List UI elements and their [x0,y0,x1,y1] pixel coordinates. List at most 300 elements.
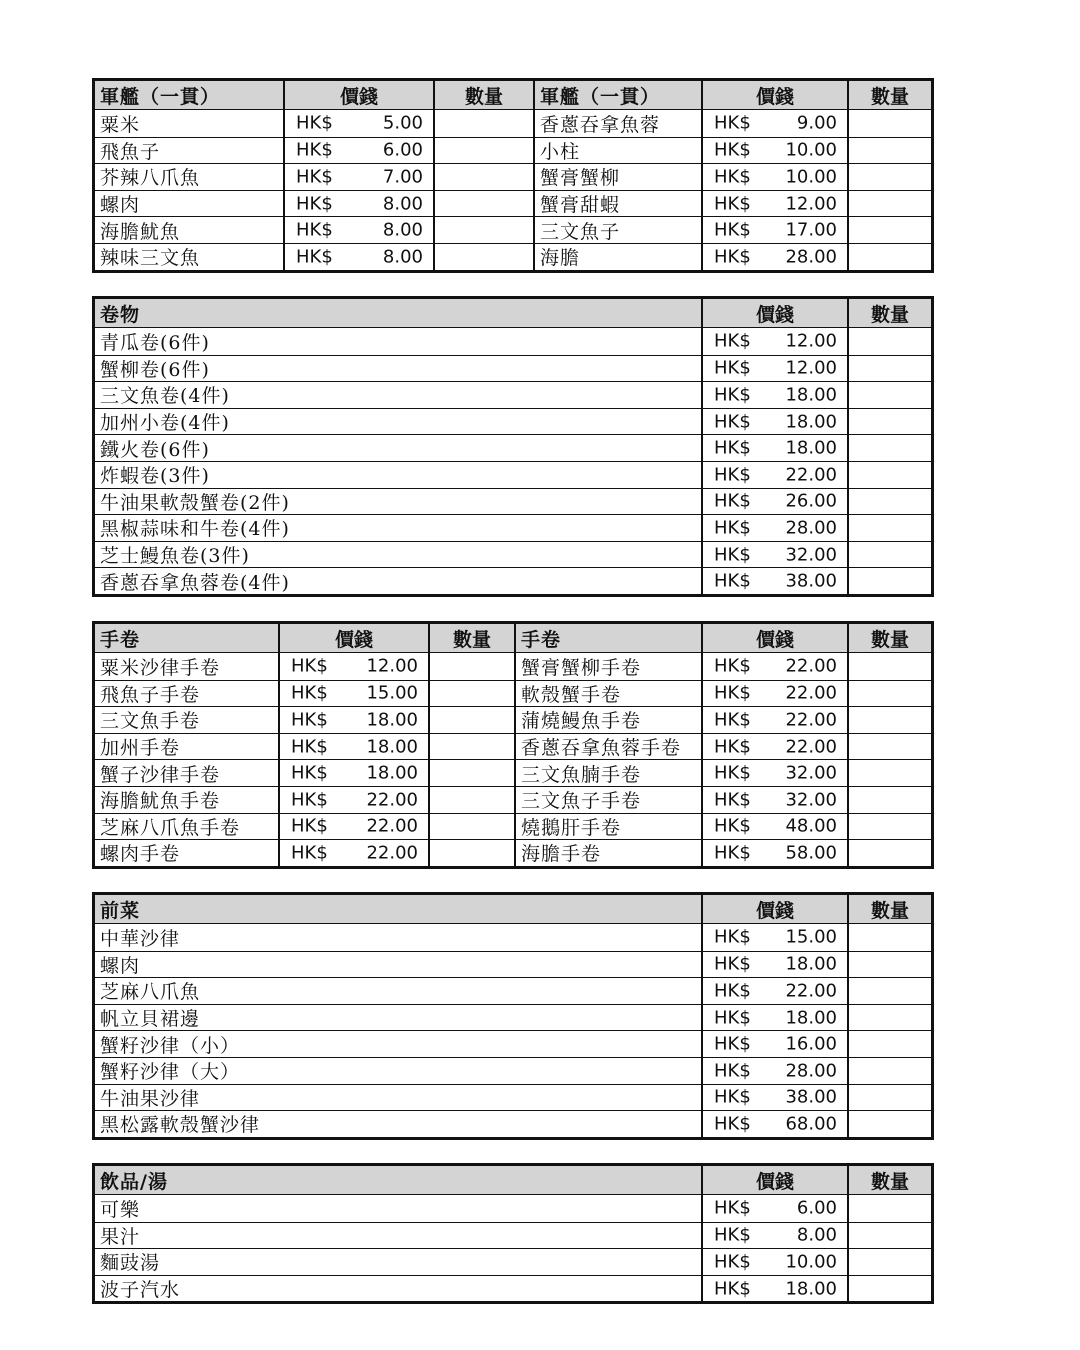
item-name: 蒲燒鰻魚手卷 [514,707,701,733]
quantity-header: 數量 [433,81,533,109]
price-value: 10.00 [785,139,837,161]
price-value: 12.00 [785,330,837,352]
item-price [701,787,847,813]
item-price [701,681,847,707]
price-header: 價錢 [283,81,433,109]
quantity-cell[interactable] [847,382,931,408]
price-value: 8.00 [796,1224,837,1246]
price-value: 15.00 [366,682,418,704]
quantity-cell[interactable] [847,814,931,840]
currency-label: HK$ [714,139,751,161]
item-name: 燒鵝肝手卷 [514,814,701,840]
currency-label: HK$ [714,384,751,406]
item-price [701,489,847,515]
quantity-cell[interactable] [428,760,514,786]
item-price [701,328,847,355]
item-name: 香蔥吞拿魚蓉卷(4件) [100,571,290,594]
item-price [701,760,847,786]
quantity-cell[interactable] [847,191,931,217]
item-price [701,1031,847,1057]
menu-item-row [95,759,931,786]
price-value: 38.00 [785,1086,837,1108]
item-price [283,138,433,164]
price-value: 22.00 [785,682,837,704]
quantity-cell[interactable] [847,924,931,951]
price-value: 22.00 [785,709,837,731]
currency-label: HK$ [714,1007,751,1029]
currency-label: HK$ [714,246,751,268]
item-price [701,952,847,978]
price-value: 18.00 [785,411,837,433]
section-title: 軍艦（一貫） [100,85,221,108]
item-price [701,568,847,594]
item-price [701,435,847,461]
item-name: 麵豉湯 [100,1252,161,1275]
quantity-cell[interactable] [847,138,931,164]
currency-label: HK$ [714,219,751,241]
item-price [283,110,433,137]
item-name: 海膽手卷 [514,840,701,866]
quantity-cell[interactable] [847,978,931,1004]
item-price [701,1085,847,1111]
item-name: 三文魚卷(4件) [100,385,230,408]
menu-item-row [95,488,931,515]
price-value: 12.00 [785,357,837,379]
section-title: 卷物 [100,303,141,326]
price-value: 17.00 [785,219,837,241]
quantity-cell[interactable] [428,653,514,680]
quantity-cell[interactable] [847,328,931,355]
item-price [701,1223,847,1249]
quantity-header: 數量 [847,1166,931,1194]
quantity-cell[interactable] [847,110,931,137]
price-value: 12.00 [366,655,418,677]
currency-label: HK$ [291,655,328,677]
quantity-cell[interactable] [433,164,533,190]
currency-label: HK$ [714,1113,751,1135]
item-name: 可樂 [100,1198,141,1221]
quantity-cell[interactable] [428,840,514,866]
menu-item-row [95,408,931,435]
currency-label: HK$ [714,464,751,486]
section-title: 飲品/湯 [100,1170,168,1193]
item-name: 加州手卷 [100,737,181,760]
currency-label: HK$ [714,1278,751,1300]
item-name: 鐵火卷(6件) [100,438,210,461]
price-value: 32.00 [785,789,837,811]
item-name: 青瓜卷(6件) [100,331,210,354]
price-header: 價錢 [701,299,847,327]
item-price [701,515,847,541]
currency-label: HK$ [714,112,751,134]
menu-item-row [95,839,931,866]
price-header: 價錢 [701,624,847,652]
quantity-cell[interactable] [428,787,514,813]
menu-item-row [95,243,931,270]
quantity-cell[interactable] [847,1031,931,1057]
item-name: 芥辣八爪魚 [100,167,201,190]
price-value: 7.00 [382,166,423,188]
price-value: 6.00 [382,139,423,161]
section-header-row [95,1166,931,1195]
price-value: 22.00 [366,815,418,837]
currency-label: HK$ [714,570,751,592]
quantity-cell[interactable] [847,435,931,461]
menu-item-row [95,216,931,243]
currency-label: HK$ [714,411,751,433]
menu-item-row [95,1030,931,1057]
section-title: 軍艦（一貫） [533,81,701,109]
item-price [701,840,847,866]
currency-label: HK$ [714,1033,751,1055]
quantity-cell[interactable] [847,1005,931,1031]
section-title: 前菜 [100,899,141,922]
menu-item-row [95,1275,931,1302]
item-price [701,138,847,164]
menu-item-row [95,514,931,541]
item-name: 三文魚腩手卷 [514,760,701,786]
item-price [278,653,428,680]
item-name: 海膽 [533,244,701,270]
quantity-cell[interactable] [847,707,931,733]
price-header: 價錢 [278,624,428,652]
menu-item-row [95,567,931,594]
section-header-row [95,81,931,110]
item-price [701,924,847,951]
price-value: 32.00 [785,762,837,784]
menu-item-row [95,786,931,813]
price-value: 28.00 [785,517,837,539]
price-value: 22.00 [366,789,418,811]
currency-label: HK$ [714,1060,751,1082]
quantity-cell[interactable] [847,244,931,270]
currency-label: HK$ [714,1086,751,1108]
section-header-row [95,895,931,924]
menu-item-row [95,1057,931,1084]
item-price [701,1111,847,1137]
price-value: 5.00 [382,112,423,134]
menu-item-row [95,924,931,951]
currency-label: HK$ [714,193,751,215]
item-name: 牛油果沙律 [100,1087,201,1110]
menu-item-row [95,381,931,408]
quantity-cell[interactable] [847,409,931,435]
quantity-cell[interactable] [847,1058,931,1084]
item-name: 小柱 [533,138,701,164]
quantity-cell[interactable] [847,164,931,190]
quantity-cell[interactable] [847,760,931,786]
menu-item-row [95,190,931,217]
currency-label: HK$ [714,544,751,566]
price-value: 32.00 [785,544,837,566]
price-value: 22.00 [785,736,837,758]
item-name: 軟殼蟹手卷 [514,681,701,707]
quantity-cell[interactable] [433,110,533,137]
item-name: 飛魚子手卷 [100,683,201,706]
item-price [701,707,847,733]
currency-label: HK$ [714,1197,751,1219]
price-header: 價錢 [701,1166,847,1194]
price-value: 18.00 [366,762,418,784]
menu-item-row [95,434,931,461]
quantity-cell[interactable] [847,1085,931,1111]
item-price [701,462,847,488]
menu-item-row [95,706,931,733]
price-value: 18.00 [785,437,837,459]
item-name: 帆立貝裙邊 [100,1008,201,1031]
currency-label: HK$ [714,330,751,352]
item-price [701,978,847,1004]
quantity-cell[interactable] [847,681,931,707]
menu-item-row [95,328,931,355]
price-value: 18.00 [366,736,418,758]
quantity-header: 數量 [428,624,514,652]
item-name: 炸蝦卷(3件) [100,465,210,488]
item-name: 三文魚子 [533,217,701,243]
item-name: 蟹膏蟹柳 [533,164,701,190]
price-value: 10.00 [785,1251,837,1273]
menu-section-temaki [92,621,934,869]
item-name: 牛油果軟殼蟹卷(2件) [100,491,290,514]
item-price [278,787,428,813]
quantity-cell[interactable] [847,356,931,382]
item-name: 黑椒蒜味和牛卷(4件) [100,518,290,541]
item-price [701,382,847,408]
currency-label: HK$ [714,655,751,677]
quantity-cell[interactable] [847,840,931,866]
menu-item-row [95,461,931,488]
price-value: 16.00 [785,1033,837,1055]
price-header: 價錢 [701,895,847,923]
currency-label: HK$ [714,953,751,975]
item-name: 螺肉手卷 [100,843,181,866]
quantity-header: 數量 [847,895,931,923]
item-name: 粟米 [100,113,141,136]
menu-section-drinks [92,1163,934,1304]
quantity-cell[interactable] [847,952,931,978]
menu-item-row [95,977,931,1004]
currency-label: HK$ [714,166,751,188]
currency-label: HK$ [714,517,751,539]
quantity-cell[interactable] [847,217,931,243]
item-price [278,814,428,840]
item-name: 黑松露軟殼蟹沙律 [100,1114,261,1137]
menu-item-row [95,355,931,382]
quantity-cell[interactable] [433,191,533,217]
currency-label: HK$ [714,1224,751,1246]
item-name: 三文魚手卷 [100,710,201,733]
price-value: 28.00 [785,1060,837,1082]
quantity-cell[interactable] [433,244,533,270]
menu-item-row [95,733,931,760]
item-price [278,760,428,786]
price-value: 10.00 [785,166,837,188]
item-price [283,164,433,190]
currency-label: HK$ [714,842,751,864]
menu-item-row [95,137,931,164]
price-value: 28.00 [785,246,837,268]
item-price [701,734,847,760]
currency-label: HK$ [291,815,328,837]
item-price [701,814,847,840]
item-name: 蟹膏蟹柳手卷 [514,653,701,680]
item-name: 蟹籽沙律（小） [100,1034,241,1057]
menu-item-row [95,1248,931,1275]
item-price [701,653,847,680]
item-price [701,244,847,270]
quantity-cell[interactable] [847,489,931,515]
currency-label: HK$ [296,139,333,161]
currency-label: HK$ [714,762,751,784]
menu-item-row [95,680,931,707]
item-name: 螺肉 [100,194,141,217]
price-value: 12.00 [785,193,837,215]
item-price [701,164,847,190]
quantity-cell[interactable] [847,787,931,813]
quantity-cell[interactable] [428,814,514,840]
quantity-cell[interactable] [847,1195,931,1222]
menu-item-row [95,541,931,568]
menu-item-row [95,1084,931,1111]
item-name: 香蔥吞拿魚蓉手卷 [514,734,701,760]
price-value: 8.00 [382,246,423,268]
quantity-cell[interactable] [433,217,533,243]
quantity-cell[interactable] [847,542,931,568]
currency-label: HK$ [291,709,328,731]
quantity-cell[interactable] [428,707,514,733]
quantity-cell[interactable] [428,681,514,707]
section-header-row [95,299,931,328]
item-price [283,217,433,243]
section-title: 手卷 [100,628,141,651]
item-name: 辣味三文魚 [100,247,201,270]
menu-item-row [95,110,931,137]
item-price [701,542,847,568]
price-value: 22.00 [785,980,837,1002]
quantity-header: 數量 [847,81,931,109]
price-value: 68.00 [785,1113,837,1135]
menu-item-row [95,1004,931,1031]
section-header-row [95,624,931,653]
menu-section-appetizers [92,892,934,1140]
currency-label: HK$ [291,842,328,864]
price-header: 價錢 [701,81,847,109]
currency-label: HK$ [714,815,751,837]
item-name: 蟹膏甜蝦 [533,191,701,217]
menu-item-row [95,163,931,190]
item-name: 加州小卷(4件) [100,412,230,435]
menu-item-row [95,951,931,978]
price-value: 18.00 [366,709,418,731]
item-price [701,409,847,435]
quantity-cell[interactable] [847,734,931,760]
price-value: 22.00 [785,655,837,677]
price-value: 26.00 [785,490,837,512]
item-price [278,840,428,866]
price-value: 15.00 [785,926,837,948]
section-title: 手卷 [514,624,701,652]
menu-item-row [95,1195,931,1222]
item-name: 螺肉 [100,954,141,977]
quantity-cell[interactable] [847,1249,931,1275]
currency-label: HK$ [714,437,751,459]
menu-section-makimono [92,296,934,597]
item-price [701,1058,847,1084]
item-name: 粟米沙律手卷 [100,656,221,679]
price-value: 18.00 [785,384,837,406]
price-value: 48.00 [785,815,837,837]
quantity-cell[interactable] [433,138,533,164]
currency-label: HK$ [296,112,333,134]
menu-item-row [95,1110,931,1137]
price-value: 8.00 [382,219,423,241]
item-name: 芝麻八爪魚手卷 [100,816,241,839]
item-name: 果汁 [100,1225,141,1248]
price-value: 22.00 [785,464,837,486]
currency-label: HK$ [296,193,333,215]
menu-section-gunkan [92,78,934,273]
item-price [701,356,847,382]
quantity-cell[interactable] [428,734,514,760]
item-price [701,191,847,217]
currency-label: HK$ [291,736,328,758]
item-name: 芝麻八爪魚 [100,981,201,1004]
price-value: 18.00 [785,1278,837,1300]
price-value: 38.00 [785,570,837,592]
item-price [701,1005,847,1031]
currency-label: HK$ [714,926,751,948]
item-name: 芝士鰻魚卷(3件) [100,545,250,568]
price-value: 8.00 [382,193,423,215]
item-name: 三文魚子手卷 [514,787,701,813]
quantity-cell[interactable] [847,568,931,594]
currency-label: HK$ [714,980,751,1002]
currency-label: HK$ [291,789,328,811]
item-name: 香蔥吞拿魚蓉 [533,110,701,137]
quantity-cell[interactable] [847,1276,931,1302]
item-name: 海膽魷魚 [100,220,181,243]
item-name: 蟹子沙律手卷 [100,763,221,786]
currency-label: HK$ [714,789,751,811]
quantity-cell[interactable] [847,1223,931,1249]
quantity-cell[interactable] [847,1111,931,1137]
item-price [701,217,847,243]
quantity-cell[interactable] [847,462,931,488]
quantity-cell[interactable] [847,515,931,541]
currency-label: HK$ [714,357,751,379]
item-price [278,681,428,707]
item-price [701,110,847,137]
price-value: 22.00 [366,842,418,864]
currency-label: HK$ [714,490,751,512]
menu-item-row [95,653,931,680]
price-value: 18.00 [785,1007,837,1029]
item-price [701,1276,847,1302]
item-price [278,707,428,733]
item-name: 蟹籽沙律（大） [100,1061,241,1084]
item-name: 中華沙律 [100,927,181,950]
menu-item-row [95,813,931,840]
item-price [701,1249,847,1275]
item-name: 波子汽水 [100,1279,181,1302]
quantity-header: 數量 [847,624,931,652]
currency-label: HK$ [714,736,751,758]
price-value: 6.00 [796,1197,837,1219]
currency-label: HK$ [291,762,328,784]
currency-label: HK$ [714,682,751,704]
quantity-cell[interactable] [847,653,931,680]
currency-label: HK$ [296,166,333,188]
